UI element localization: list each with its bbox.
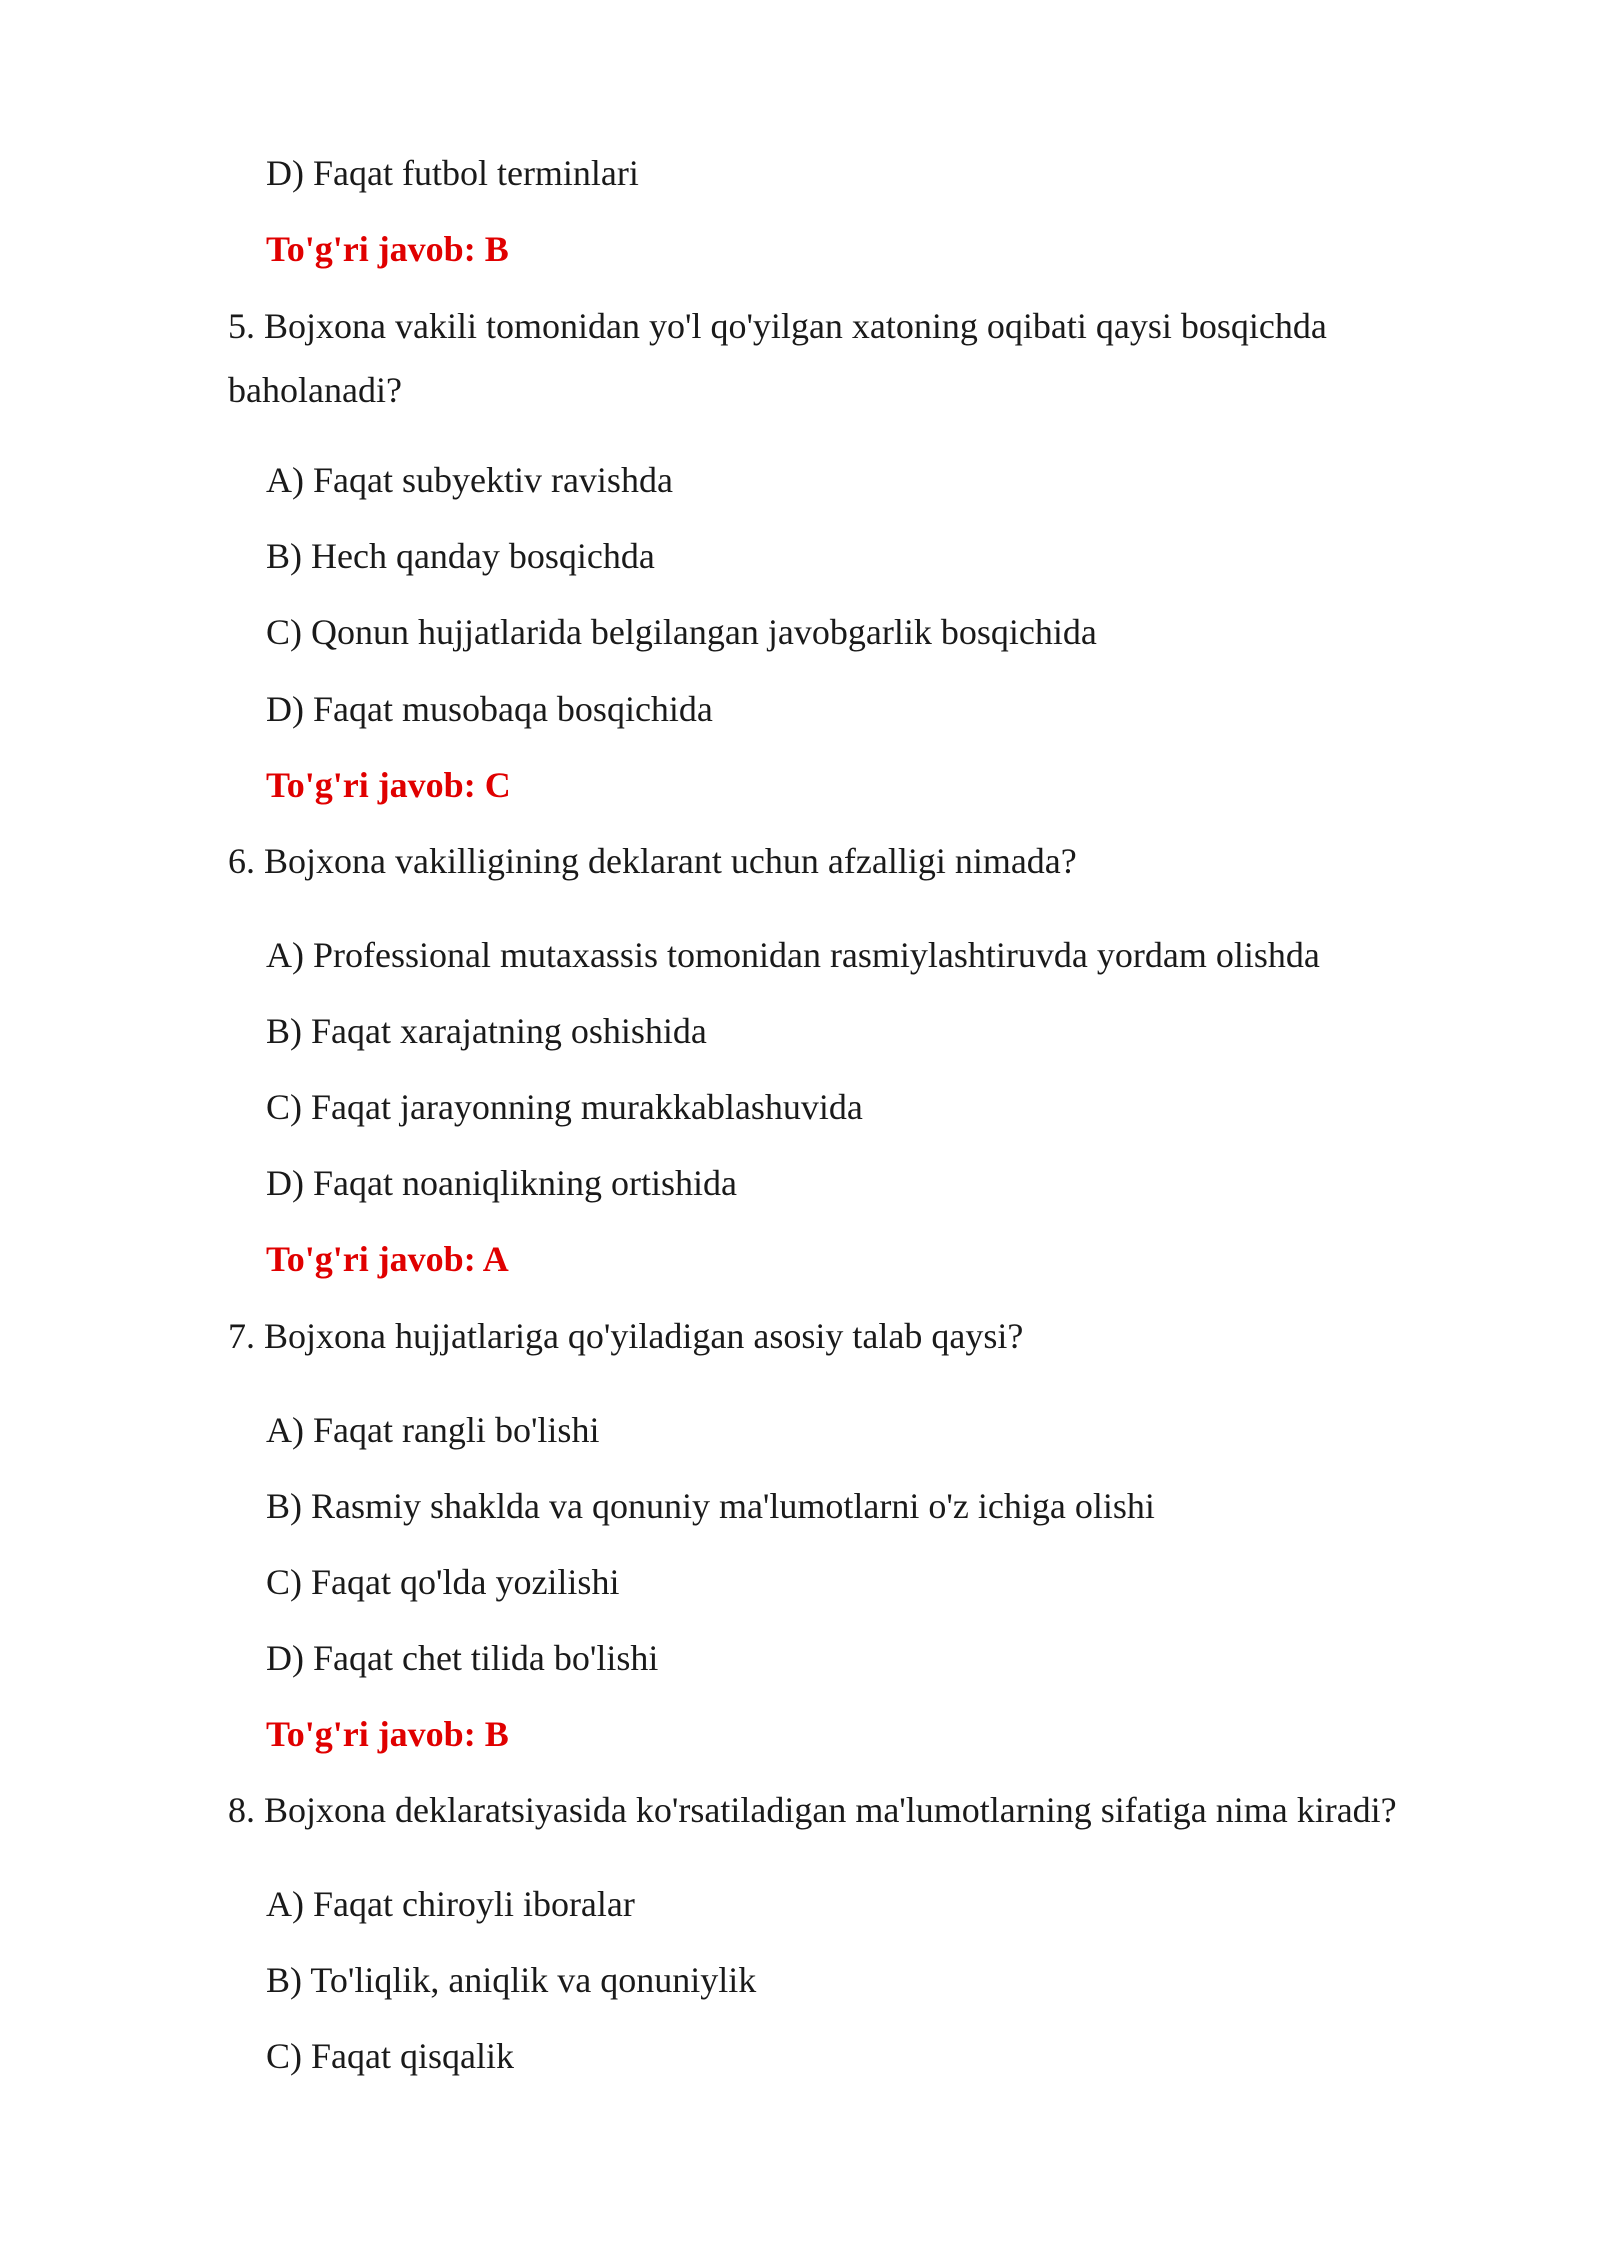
q8-option-c: C) Faqat qisqalik — [266, 2036, 514, 2076]
q5-question: 5. Bojxona vakili tomonidan yo'l qo'yilgan xatoning oqibati qaysi bosqichda baholanadi? — [228, 306, 1327, 410]
q6-option-b: B) Faqat xarajatning oshishida — [266, 1011, 707, 1051]
q7-correct-answer: To'g'ri javob: B — [266, 1714, 509, 1754]
q7-option-b: B) Rasmiy shaklda va qonuniy ma'lumotlarni o'z ichiga olishi — [266, 1486, 1155, 1526]
q7-question: 7. Bojxona hujjatlariga qo'yiladigan asosiy talab qaysi? — [228, 1316, 1024, 1356]
q5-option-c: C) Qonun hujjatlarida belgilangan javobgarlik bosqichida — [266, 612, 1097, 652]
q7-option-a: A) Faqat rangli bo'lishi — [266, 1410, 600, 1450]
q4-correct-answer: To'g'ri javob: B — [266, 229, 509, 269]
q6-option-a: A) Professional mutaxassis tomonidan rasmiylashtiruvda yordam olishda — [266, 935, 1320, 975]
q7-option-c: C) Faqat qo'lda yozilishi — [266, 1562, 620, 1602]
q8-option-b: B) To'liqlik, aniqlik va qonuniylik — [266, 1960, 757, 2000]
q5-option-d: D) Faqat musobaqa bosqichida — [266, 689, 713, 729]
q5-option-b: B) Hech qanday bosqichda — [266, 536, 655, 576]
q7-option-d: D) Faqat chet tilida bo'lishi — [266, 1638, 659, 1678]
q6-option-c: C) Faqat jarayonning murakkablashuvida — [266, 1087, 863, 1127]
q8-question: 8. Bojxona deklaratsiyasida ko'rsatiladigan ma'lumotlarning sifatiga nima kiradi? — [228, 1790, 1397, 1830]
q6-correct-answer: To'g'ri javob: A — [266, 1239, 509, 1279]
q4-option-d: D) Faqat futbol terminlari — [266, 153, 639, 193]
q8-option-a: A) Faqat chiroyli iboralar — [266, 1884, 635, 1924]
q5-correct-answer: To'g'ri javob: C — [266, 765, 511, 805]
q6-question: 6. Bojxona vakilligining deklarant uchun afzalligi nimada? — [228, 841, 1077, 881]
q5-option-a: A) Faqat subyektiv ravishda — [266, 460, 673, 500]
q6-option-d: D) Faqat noaniqlikning ortishida — [266, 1163, 737, 1203]
